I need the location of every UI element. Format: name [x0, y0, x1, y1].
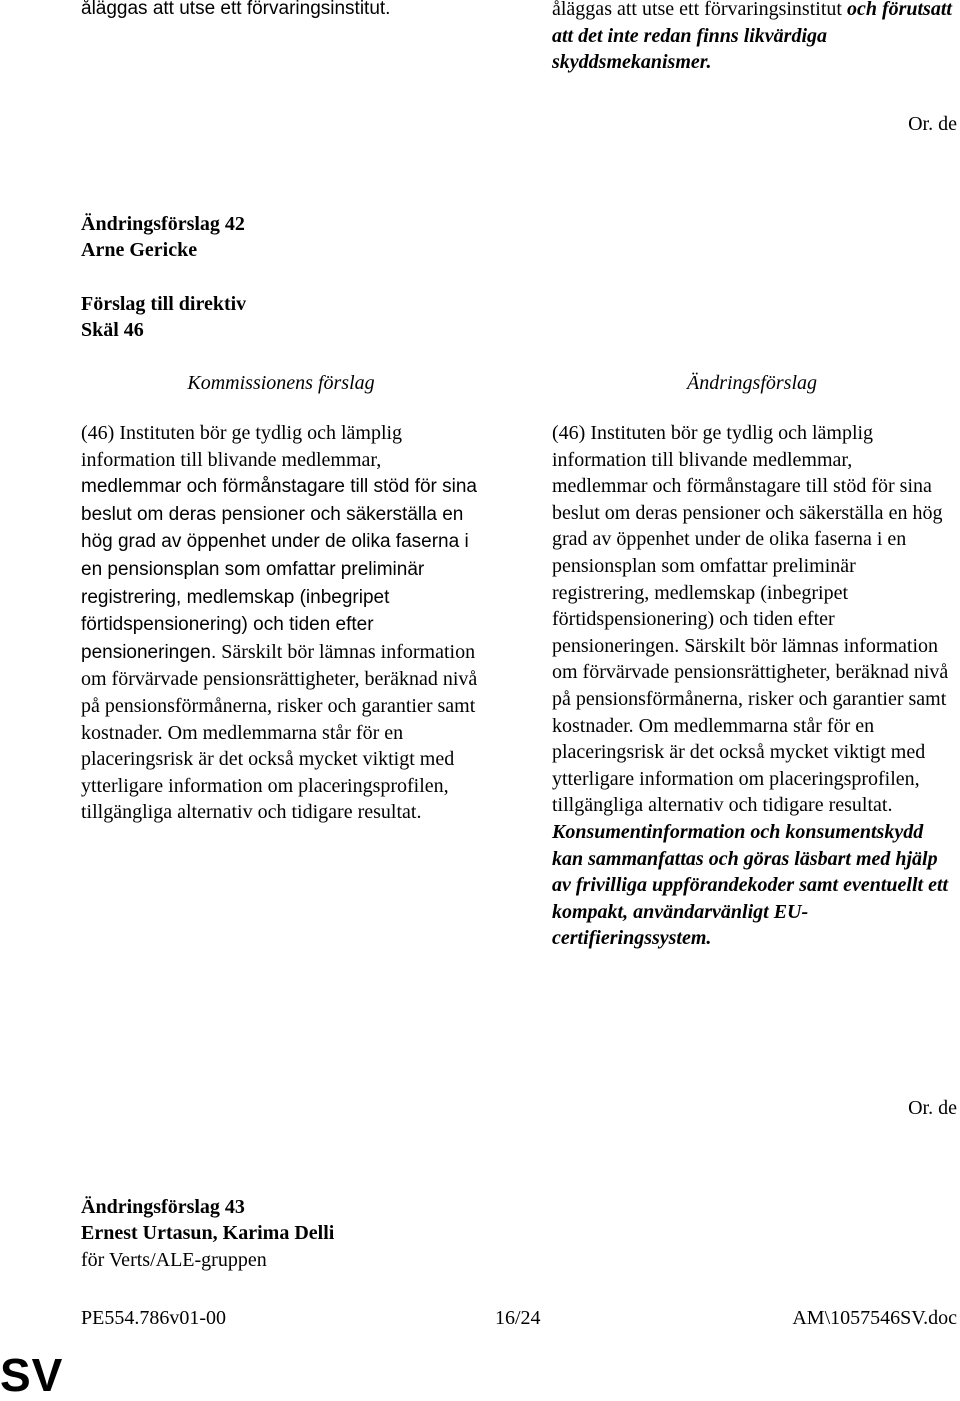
commission-text-part-1: (46) Instituten bör ge tydlig och lämplig information till blivande medlemmar, — [81, 422, 403, 471]
commission-text-part-2: medlemmar och förmånstagare till stöd för sina beslut om deras pensioner och säkerställa en hög grad av öppenhet under de olika faserna i en pensionsplan som omfattar preliminär registrering, medlemskap (inbegripet förtidspensionering) och tiden efter pensioneringen. — [81, 476, 477, 663]
amendment-text-body: (46) Instituten bör ge tydlig och lämplig information till blivande medlemmar, medlemmar och förmånstagare till stöd för sina beslut om deras pensioner och säkerställa en hög grad av öppenhet under de olika faserna i en pensionsplan som omfattar preliminär registrering, medlemskap (inbegripet förtidspensionering) och tiden efter pensioneringen. Särskilt bör lämnas information om förvärvade pensionsrättigheter, beräknad nivå på pensionsförmånerna, risker och garantier samt kostnader. Om medlemmarna står för en placeringsrisk är det också mycket viktigt med ytterligare information om placeringsprofilen, tillgängliga alternativ och tidigare resultat. — [552, 422, 949, 817]
amendment-43-authors: Ernest Urtasun, Karima Delli — [81, 1222, 335, 1244]
language-note: Or. de — [908, 113, 957, 135]
proposal-label: Förslag till direktiv — [81, 293, 247, 315]
amendment-43-title: Ändringsförslag 43 — [81, 1196, 245, 1218]
footer-file-name: AM\1057546SV.doc — [792, 1307, 957, 1329]
amendment-added-text: Konsumentinformation och konsumentskydd kan sammanfattas och göras läsbart med hjälp av frivilliga uppförandekoder samt eventuellt ett kompakt, användarvänligt EU-certifieringssystem. — [552, 820, 949, 950]
language-note-2: Or. de — [908, 1097, 957, 1119]
prev-right-plain: åläggas att utse ett förvaringsinstitut — [552, 0, 847, 20]
prev-right-text — [552, 0, 957, 76]
commission-text-part-3: Särskilt bör lämnas information om förvärvade pensionsrättigheter, beräknad nivå på pensionsförmånerna, risker och garantier samt kostnader. — [81, 640, 478, 744]
amendment-43-group: för Verts/ALE-gruppen — [81, 1249, 267, 1271]
commission-text — [81, 420, 481, 826]
amendment-header: Ändringsförslag — [686, 372, 818, 394]
commission-proposal-header: Kommissionens förslag — [187, 372, 375, 394]
recital-label: Skäl 46 — [81, 319, 144, 341]
language-badge: SV — [0, 1349, 64, 1401]
amendment-text — [552, 420, 952, 952]
commission-text-part-4: Om medlemmarna står för en placeringsrisk är det också mycket viktigt med ytterligare information om placeringsprofilen, tillgängliga alternativ och tidigare resultat. — [81, 721, 455, 824]
amendment-title: Ändringsförslag 42 — [81, 213, 245, 235]
amendment-author: Arne Gericke — [81, 239, 198, 261]
footer-page-number: 16/24 — [495, 1307, 541, 1329]
footer-doc-ref: PE554.786v01-00 — [81, 1307, 226, 1329]
prev-left-text: åläggas att utse ett förvaringsinstitut. — [81, 0, 391, 19]
prev-right-added: och förutsatt att det inte redan finns likvärdiga skyddsmekanismer. — [552, 0, 952, 74]
